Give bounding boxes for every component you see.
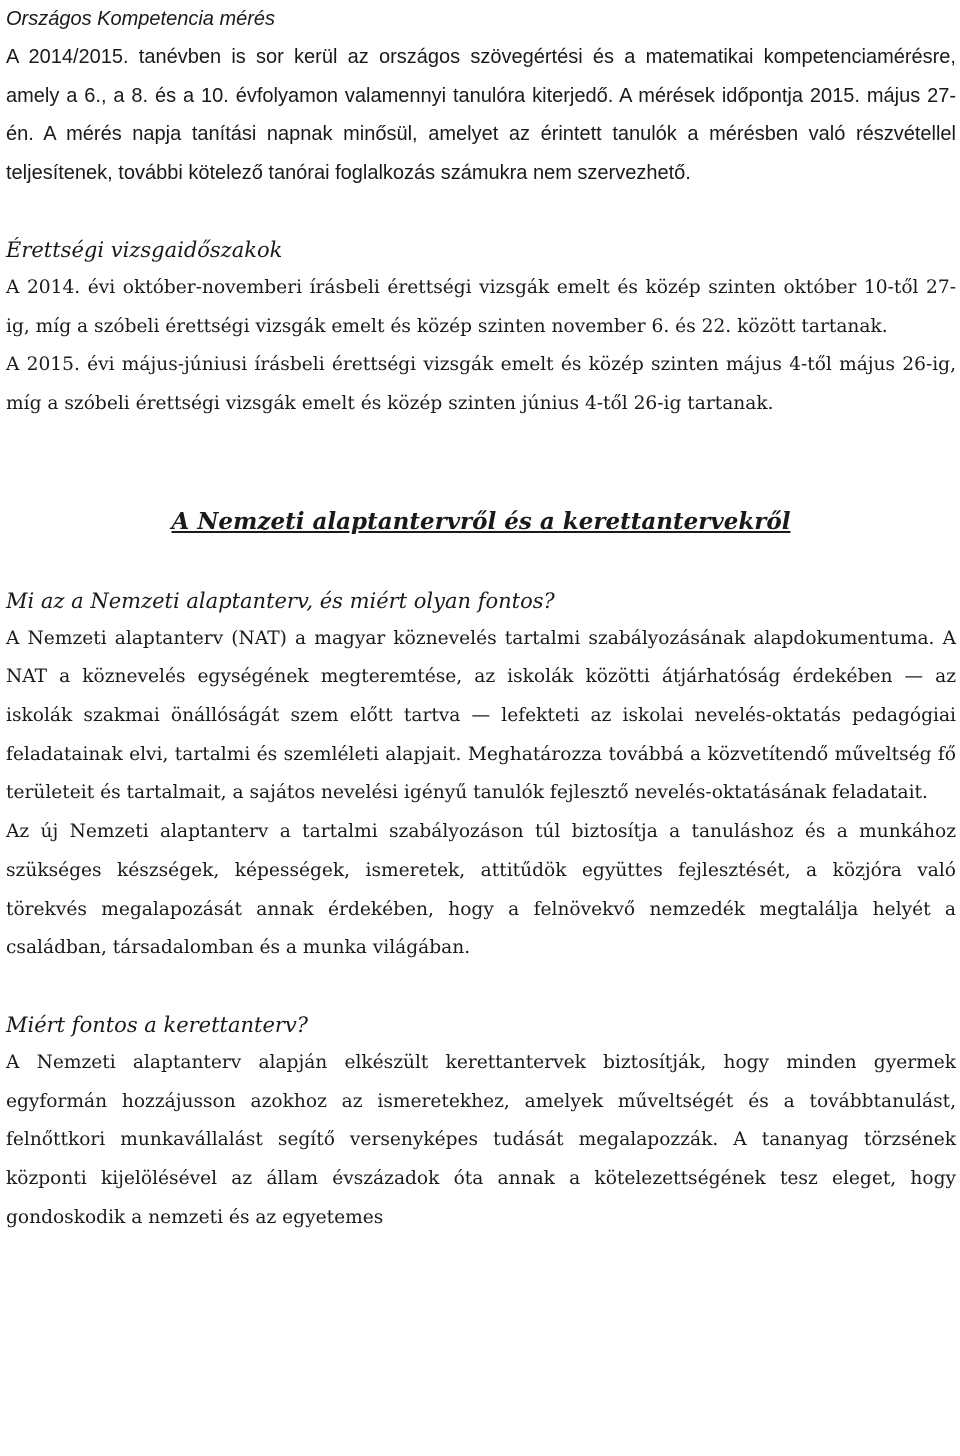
paragraph-kompetencia-meres: A 2014/2015. tanévben is sor kerül az országos szövegértési és a matematikai kompetenciamérésre, amely a 6., a 8. és a 10. évfolyamon valamennyi tanulóra kiterjedő. A mérések időpontja 2015. május 27-én. A mérés napja tanítási napnak minősül, amelyet az érintett tanulók a mérésben való részvétellel teljesítenek, további kötelező tanórai foglalkozás számukra nem szervezhető.	[6, 46, 956, 185]
spacer	[6, 968, 956, 1006]
heading-mi-a-nat: Mi az a Nemzeti alaptanterv, és miért olyan fontos?	[6, 588, 555, 613]
document-page	[6, 0, 956, 1237]
heading-kompetencia-meres: Országos Kompetencia mérés	[6, 8, 276, 30]
spacer	[6, 193, 956, 231]
heading-kerettanterv: Miért fontos a kerettanterv?	[6, 1012, 309, 1037]
paragraph-uj-nat: Az új Nemzeti alaptanterv a tartalmi szabályozáson túl biztosítja a tanuláshoz és a munkához szükséges készségek, képességek, ismeretek, attitűdök együttes fejlesztését, a közjóra való törekvés megalapozását annak érdekében, hogy a felnövekvő nemzedék megtalálja helyét a családban, társadalomban és a munka világában.	[6, 821, 956, 959]
heading-erettsegi-vizsgaidoszakok: Érettségi vizsgaidőszakok	[6, 237, 283, 262]
paragraph-tavaszi-erettsegi: A 2015. évi május-júniusi írásbeli érettségi vizsgák emelt és közép szinten május 4-től május 26-ig, míg a szóbeli érettségi vizsgák emelt és közép szinten június 4-től 26-ig tartanak.	[6, 354, 956, 414]
paragraph-nat-definicio: A Nemzeti alaptanterv (NAT) a magyar köznevelés tartalmi szabályozásának alapdokumentuma. A NAT a köznevelés egységének megteremtése, az iskolák közötti átjárhatóság érdekében — az iskolák szakmai önállóságát szem előtt tartva — lefekteti az iskolai nevelés-oktatás pedagógiai feladatainak elvi, tartalmi és szemléleti alapjait. Meghatározza továbbá a közvetítendő műveltség fő területeit és tartalmait, a sajátos nevelési igényű tanulók fejlesztő nevelés-oktatásának feladatait.	[6, 627, 956, 804]
paragraph-oszi-erettsegi: A 2014. évi október-novemberi írásbeli érettségi vizsgák emelt és közép szinten október 10-től 27-ig, míg a szóbeli érettségi vizsgák emelt és közép szinten november 6. és 22. között tartanak.	[6, 276, 956, 337]
paragraph-kerettanterv: A Nemzeti alaptanterv alapján elkészült kerettantervek biztosítják, hogy minden gyermek egyformán hozzájusson azokhoz az ismeretekhez, amelyek műveltségét és a továbbtanulást, felnőttkori munkavállalást segítő versenyképes tudását megalapozzák. A tananyag törzsének központi kijelölésével az állam évszázadok óta annak a kötelezettségének tesz eleget, hogy gondoskodik a nemzeti és az egyetemes	[6, 1051, 956, 1228]
spacer	[6, 542, 956, 582]
spacer	[6, 424, 956, 502]
main-section-title: A Nemzeti alaptantervről és a kerettantervekről	[171, 507, 791, 535]
